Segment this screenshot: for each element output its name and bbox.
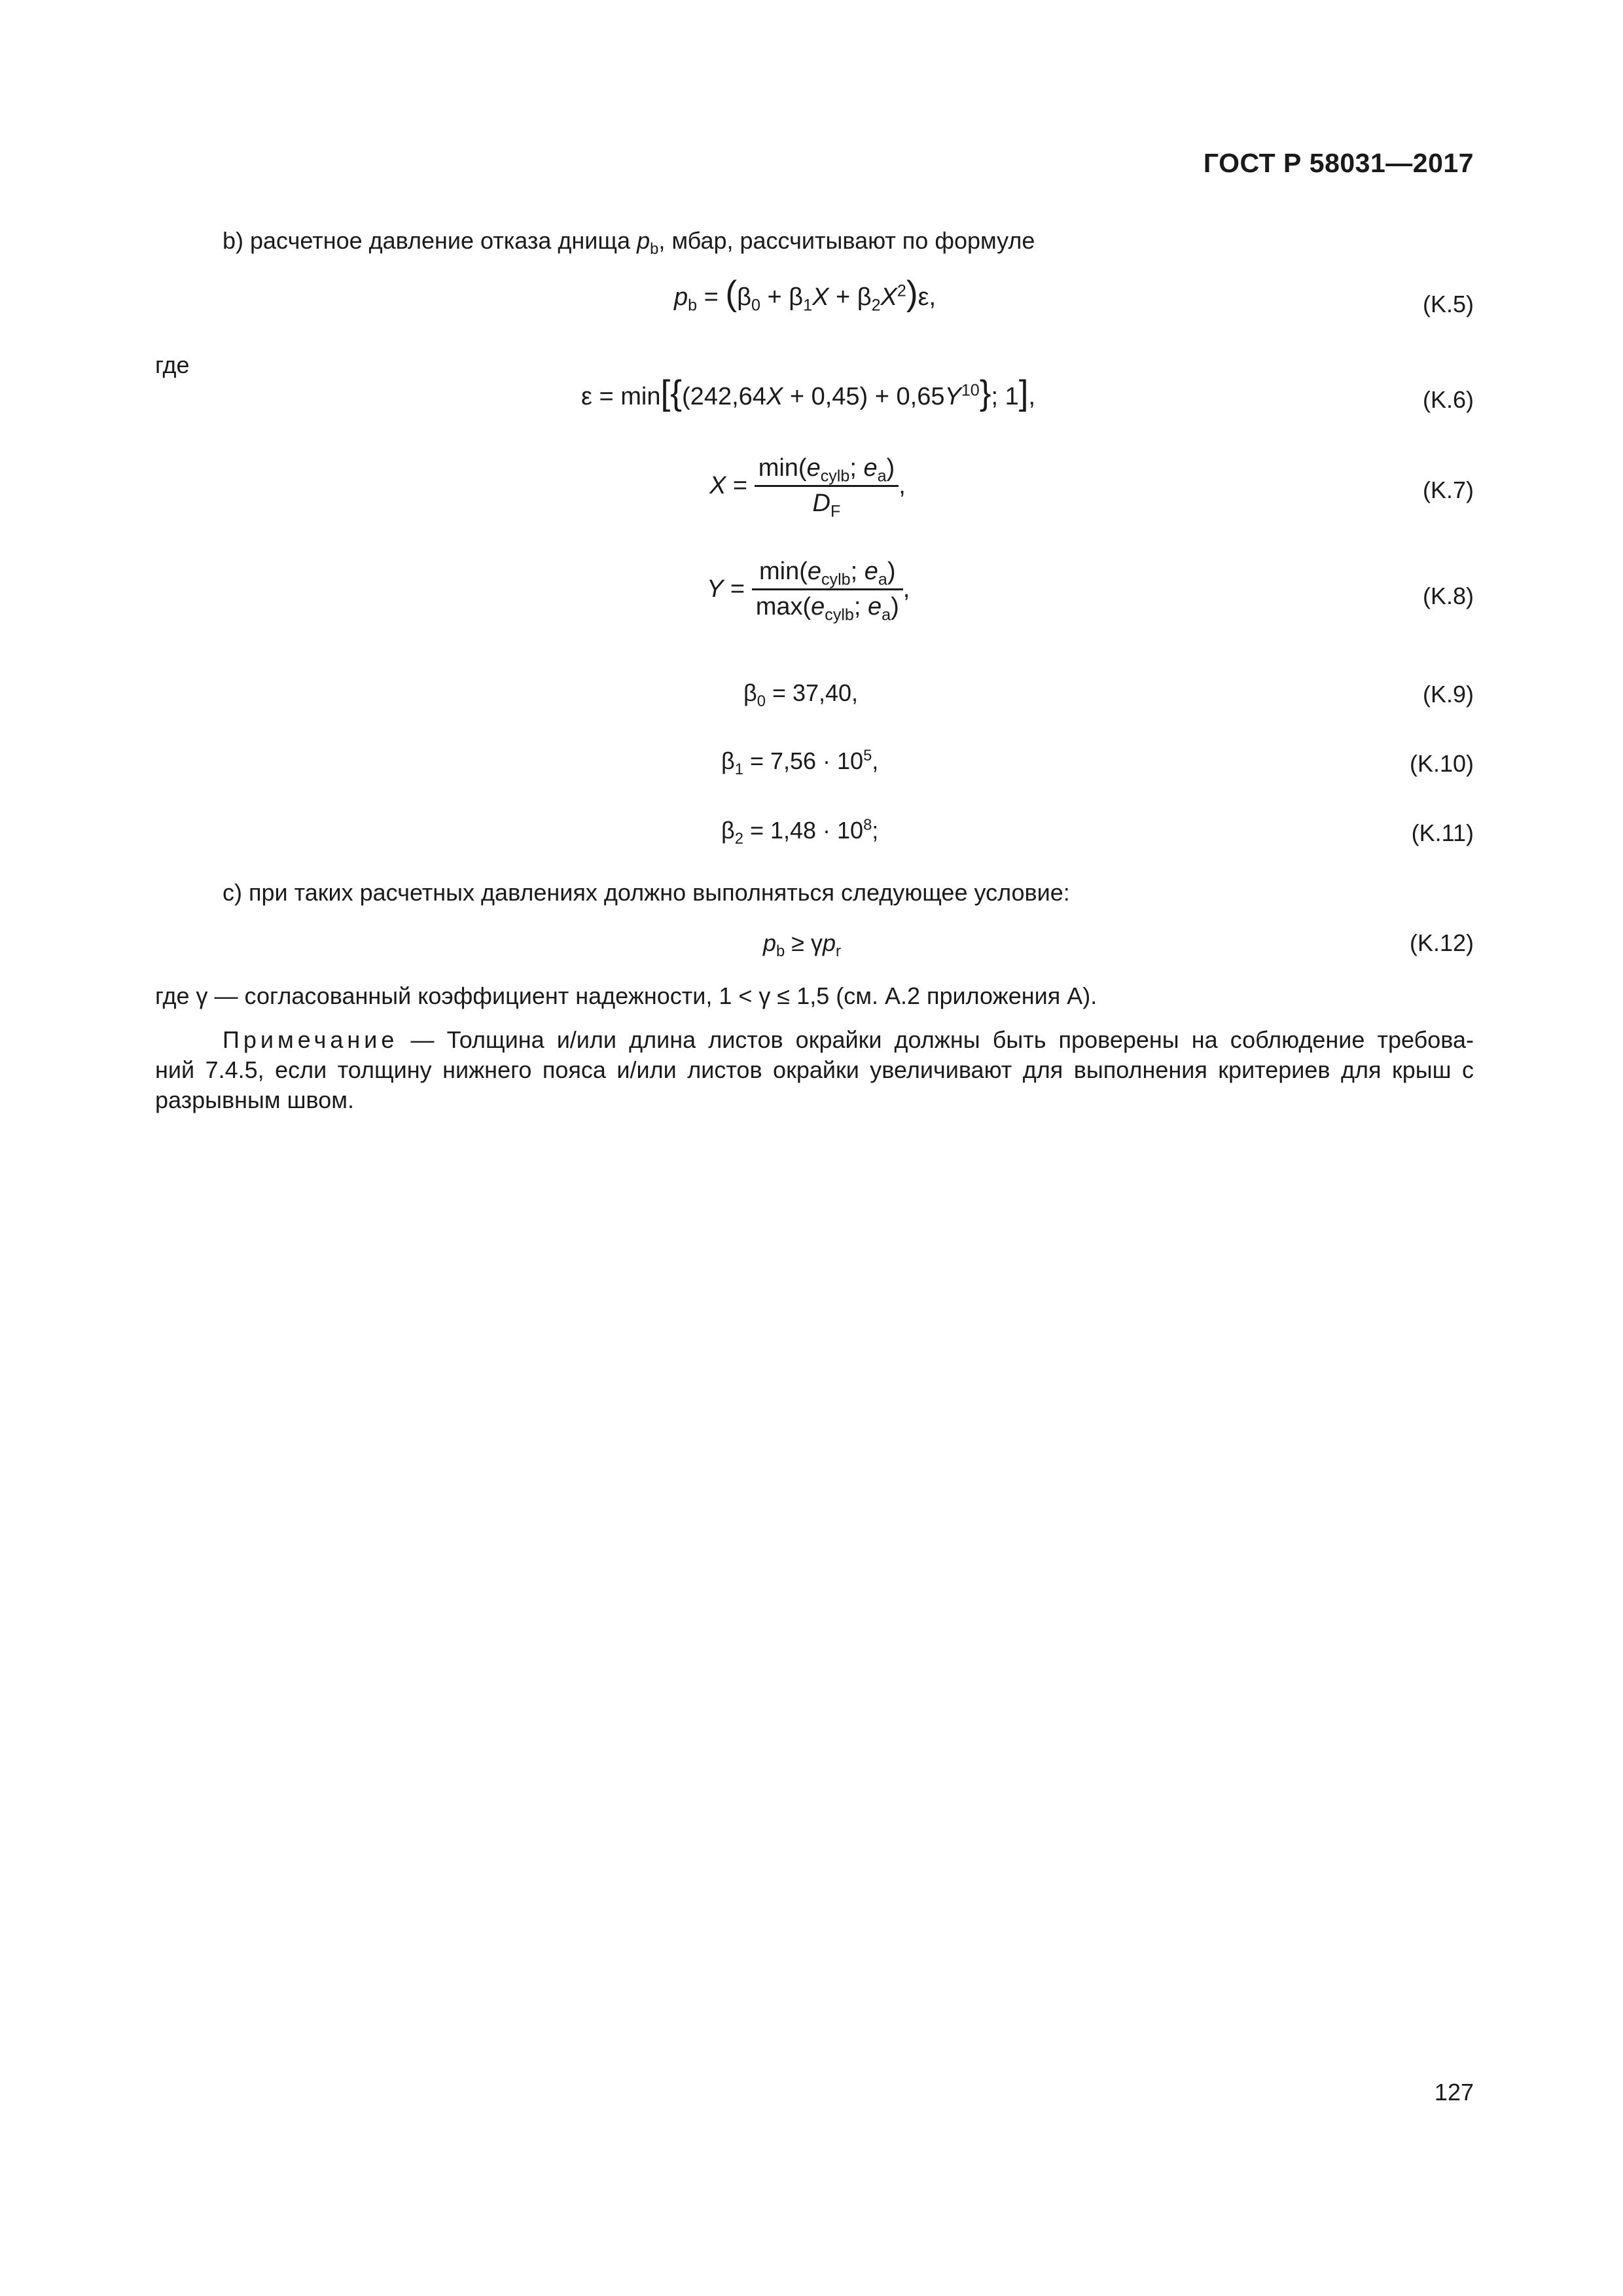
note-text-1: Толщина и/или длина листов окрайки должны быть проверены на соблюдение требова- <box>446 1026 1474 1053</box>
note-label: Примечание <box>223 1026 399 1053</box>
formula-k9: $\beta_0 = 37,40$, <box>743 679 859 711</box>
item-c-line: c) при таких расчетных давлениях должно выполняться следующее условие: <box>223 879 1070 906</box>
formula-k8: Y = $\frac{\min(e_{cylb}; e_a)}{\max(e_{cylb}; e_a)}$ , <box>707 558 910 624</box>
item-b-var: p <box>637 227 651 254</box>
formula-k10: $\beta_1 = 7,56 \cdot 10^5$, <box>721 747 879 779</box>
formula-k5: $p_b = (\beta_0 + \beta_1X + \beta_2X^2)\varepsilon$, <box>674 274 936 315</box>
item-b-var-sub: b <box>650 240 659 259</box>
note-line-2: ний 7.4.5, если толщину нижнего пояса и/или листов окрайки увеличивают для выполнения критериев для крыш с <box>155 1056 1474 1083</box>
eq-number-k5: (K.5) <box>1422 291 1474 317</box>
eq-number-k9: (K.9) <box>1422 681 1474 708</box>
note-line-1 <box>155 1025 1474 1055</box>
eq-number-k10: (K.10) <box>1409 750 1474 777</box>
eq-number-k8: (K.8) <box>1422 583 1474 609</box>
formula-k6: $\varepsilon = \min[\{(242,64X + 0,45) + 0,65Y^{10}\}$; 1], <box>581 374 1036 412</box>
item-b-line <box>223 226 1035 259</box>
where-label: где <box>155 351 190 378</box>
formula-k7: X = $\frac{\min(e_{cylb}; e_a)}{D_F}$ , <box>709 454 906 521</box>
formula-k11: $\beta_2 = 1,48 \cdot 10^8$; <box>721 816 879 848</box>
eq-number-k7: (K.7) <box>1422 476 1474 503</box>
item-b-suffix: , мбар, рассчитывают по формуле <box>658 227 1035 254</box>
eq-number-k11: (K.11) <box>1411 819 1474 846</box>
item-b-prefix: b) расчетное давление отказа днища <box>223 227 637 254</box>
where-gamma-line: где γ — согласованный коэффициент надежности, 1 < γ ≤ 1,5 (см. А.2 приложения А). <box>155 982 1097 1009</box>
page-number: 127 <box>1434 2079 1474 2106</box>
note-line-3: разрывным швом. <box>155 1086 355 1113</box>
formula-k12: $p_b \ge \gamma p_r$ <box>763 929 841 961</box>
standard-code-header: ГОСТ Р 58031—2017 <box>1203 148 1474 178</box>
note-dash: — <box>398 1026 447 1053</box>
eq-number-k12: (K.12) <box>1409 929 1474 956</box>
eq-number-k6: (K.6) <box>1422 386 1474 413</box>
